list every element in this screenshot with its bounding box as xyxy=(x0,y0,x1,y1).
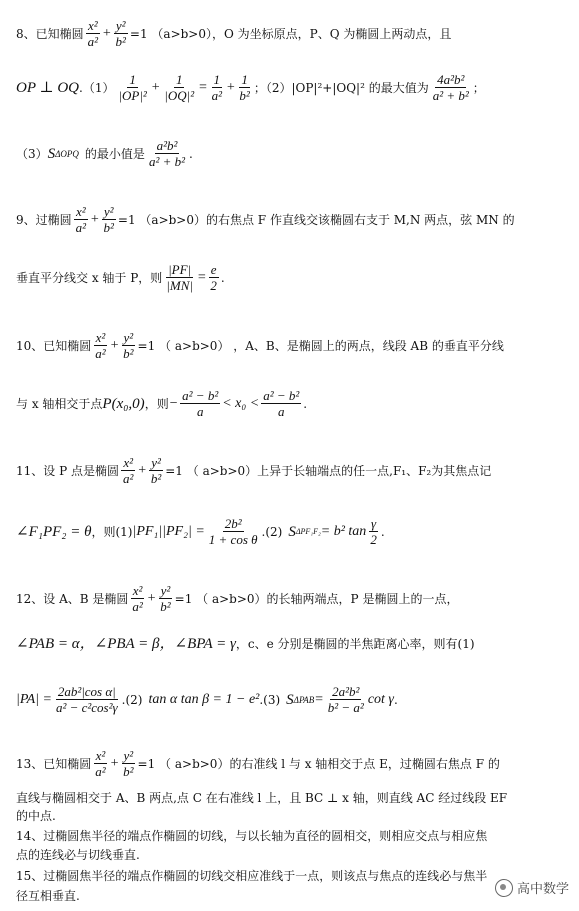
problem-9-line-1: 9、过椭圆 $\frac{\text{x²}}{\text{a²}}$ + $\frac{\text{y²}}{\text{b²}}$ =1 （a>b>0）的右焦点 F 作直线交该椭圆右支于 M,N 两点，弦 MN 的 xyxy=(16,204,515,235)
problem-11-line-1: 11、设 P 点是椭圆 $\frac{\text{x²}}{\text{a²}}$ + $\frac{\text{y²}}{\text{b²}}$ =1 （ a>b>0）上异于长轴端点的任一点,F₁、F₂为其焦点记 xyxy=(16,455,492,486)
wechat-icon xyxy=(495,879,513,897)
problem-14-line-2: 点的连线必与切线垂直. xyxy=(16,848,140,862)
problem-13-line-1: 13、已知椭圆 $\frac{\text{x²}}{\text{a²}}$ + $\frac{\text{y²}}{\text{b²}}$ =1 （ a>b>0）的右准线 l 与 x 轴相交于点 E，过椭圆右焦点 F 的 xyxy=(16,748,500,779)
watermark xyxy=(495,878,569,897)
problem-12-line-1: 12、设 A、B 是椭圆 $\frac{\text{x²}}{\text{a²}}$ + $\frac{\text{y²}}{\text{b²}}$ =1 （ a>b>0）的长轴两端点，P 是椭圆上的一点， xyxy=(16,583,459,614)
problem-15-line-2: 径互相垂直. xyxy=(16,889,80,903)
problem-10-line-2: 与 x 轴相交于点 P(x₀,0) ，则 − $\frac{\text{a² − b²}}{a}$ < x₀ < $\frac{\text{a² − b²}}{a}$ . xyxy=(16,388,308,419)
p8-perpendicular: OP ⊥ OQ xyxy=(16,79,79,96)
problem-13-line-2: 直线与椭圆相交于 A、B 两点,点 C 在右准线 l 上，且 BC ⊥ x 轴，则直线 AC 经过线段 EF xyxy=(16,791,508,805)
fraction-x2-a2: $\frac{\text{x²}}{\text{a²}}$ xyxy=(87,18,99,49)
p8-condition: =1 （a>b>0），O 为坐标原点，P、Q 为椭圆上两动点，且 xyxy=(129,26,452,41)
problem-8-line-2: OP ⊥ OQ .（1） $\frac{1}{\text{|OP|²}}$ + $\frac{1}{\text{|OQ|²}}$ = $\frac{1}{\text{a²}}$ + $\frac{1}{\text{b²}}$ ；（2）|OP|²+|OQ|² 的最大值为 $\frac{\text{4a²b²}}{\text{a² + b²}}$ ； xyxy=(16,72,485,103)
problem-10-line-1: 10、已知椭圆 $\frac{\text{x²}}{\text{a²}}$ + $\frac{\text{y²}}{\text{b²}}$ =1 （ a>b>0） ，A、B、是椭圆上的两点，线段 AB 的垂直平分线 xyxy=(16,330,504,361)
problem-12-line-2: ∠PAB = α ，∠PBA = β ，∠BPA = γ ，c、e 分别是椭圆的半焦距离心率，则有(1) xyxy=(16,636,475,652)
watermark-text: 高中数学 xyxy=(516,882,569,897)
problem-8-line-3: （3） S ΔOPQ 的最小值是 $\frac{\text{a²b²}}{\text{a² + b²}}$ . xyxy=(16,138,193,169)
problem-14-line-1: 14、过椭圆焦半径的端点作椭圆的切线，与以长轴为直径的圆相交，则相应交点与相应焦 xyxy=(16,829,488,843)
problem-12-line-3: |PA| = $\frac{\text{2ab²|cos α|}}{\text{a² − c²cos²γ}}$ .(2) tan α tan β = 1 − e² .(3) S ΔPAB = $\frac{\text{2a²b²}}{\text{b² − a²}}$ cot γ . xyxy=(16,684,398,715)
problem-15-line-1: 15、过椭圆焦半径的端点作椭圆的切线交相应准线于一点，则该点与焦点的连线必与焦半 xyxy=(16,869,488,883)
problem-13-line-3: 的中点. xyxy=(16,809,56,823)
p8-intro: 8、已知椭圆 xyxy=(16,26,84,41)
fraction-y2-b2: $\frac{\text{y²}}{\text{b²}}$ xyxy=(115,18,126,49)
problem-9-line-2: 垂直平分线交 x 轴于 P，则 $\frac{|PF|}{|MN|}$ = $\frac{e}{2}$ . xyxy=(16,262,225,293)
problem-11-line-2: ∠F₁PF₂ = θ ，则(1) |PF₁||PF₂| = $\frac{\text{2b²}}{\text{1 + cos θ}}$ .(2) S ΔPF₁F₂ = b² tan $\frac{\gamma}{2}$ . xyxy=(16,516,385,547)
problem-8-line-1: 8、已知椭圆 $\frac{\text{x²}}{\text{a²}}$ + $\frac{\text{y²}}{\text{b²}}$ =1 （a>b>0），O 为坐标原点，P、Q 为椭圆上两动点，且 xyxy=(16,18,452,49)
